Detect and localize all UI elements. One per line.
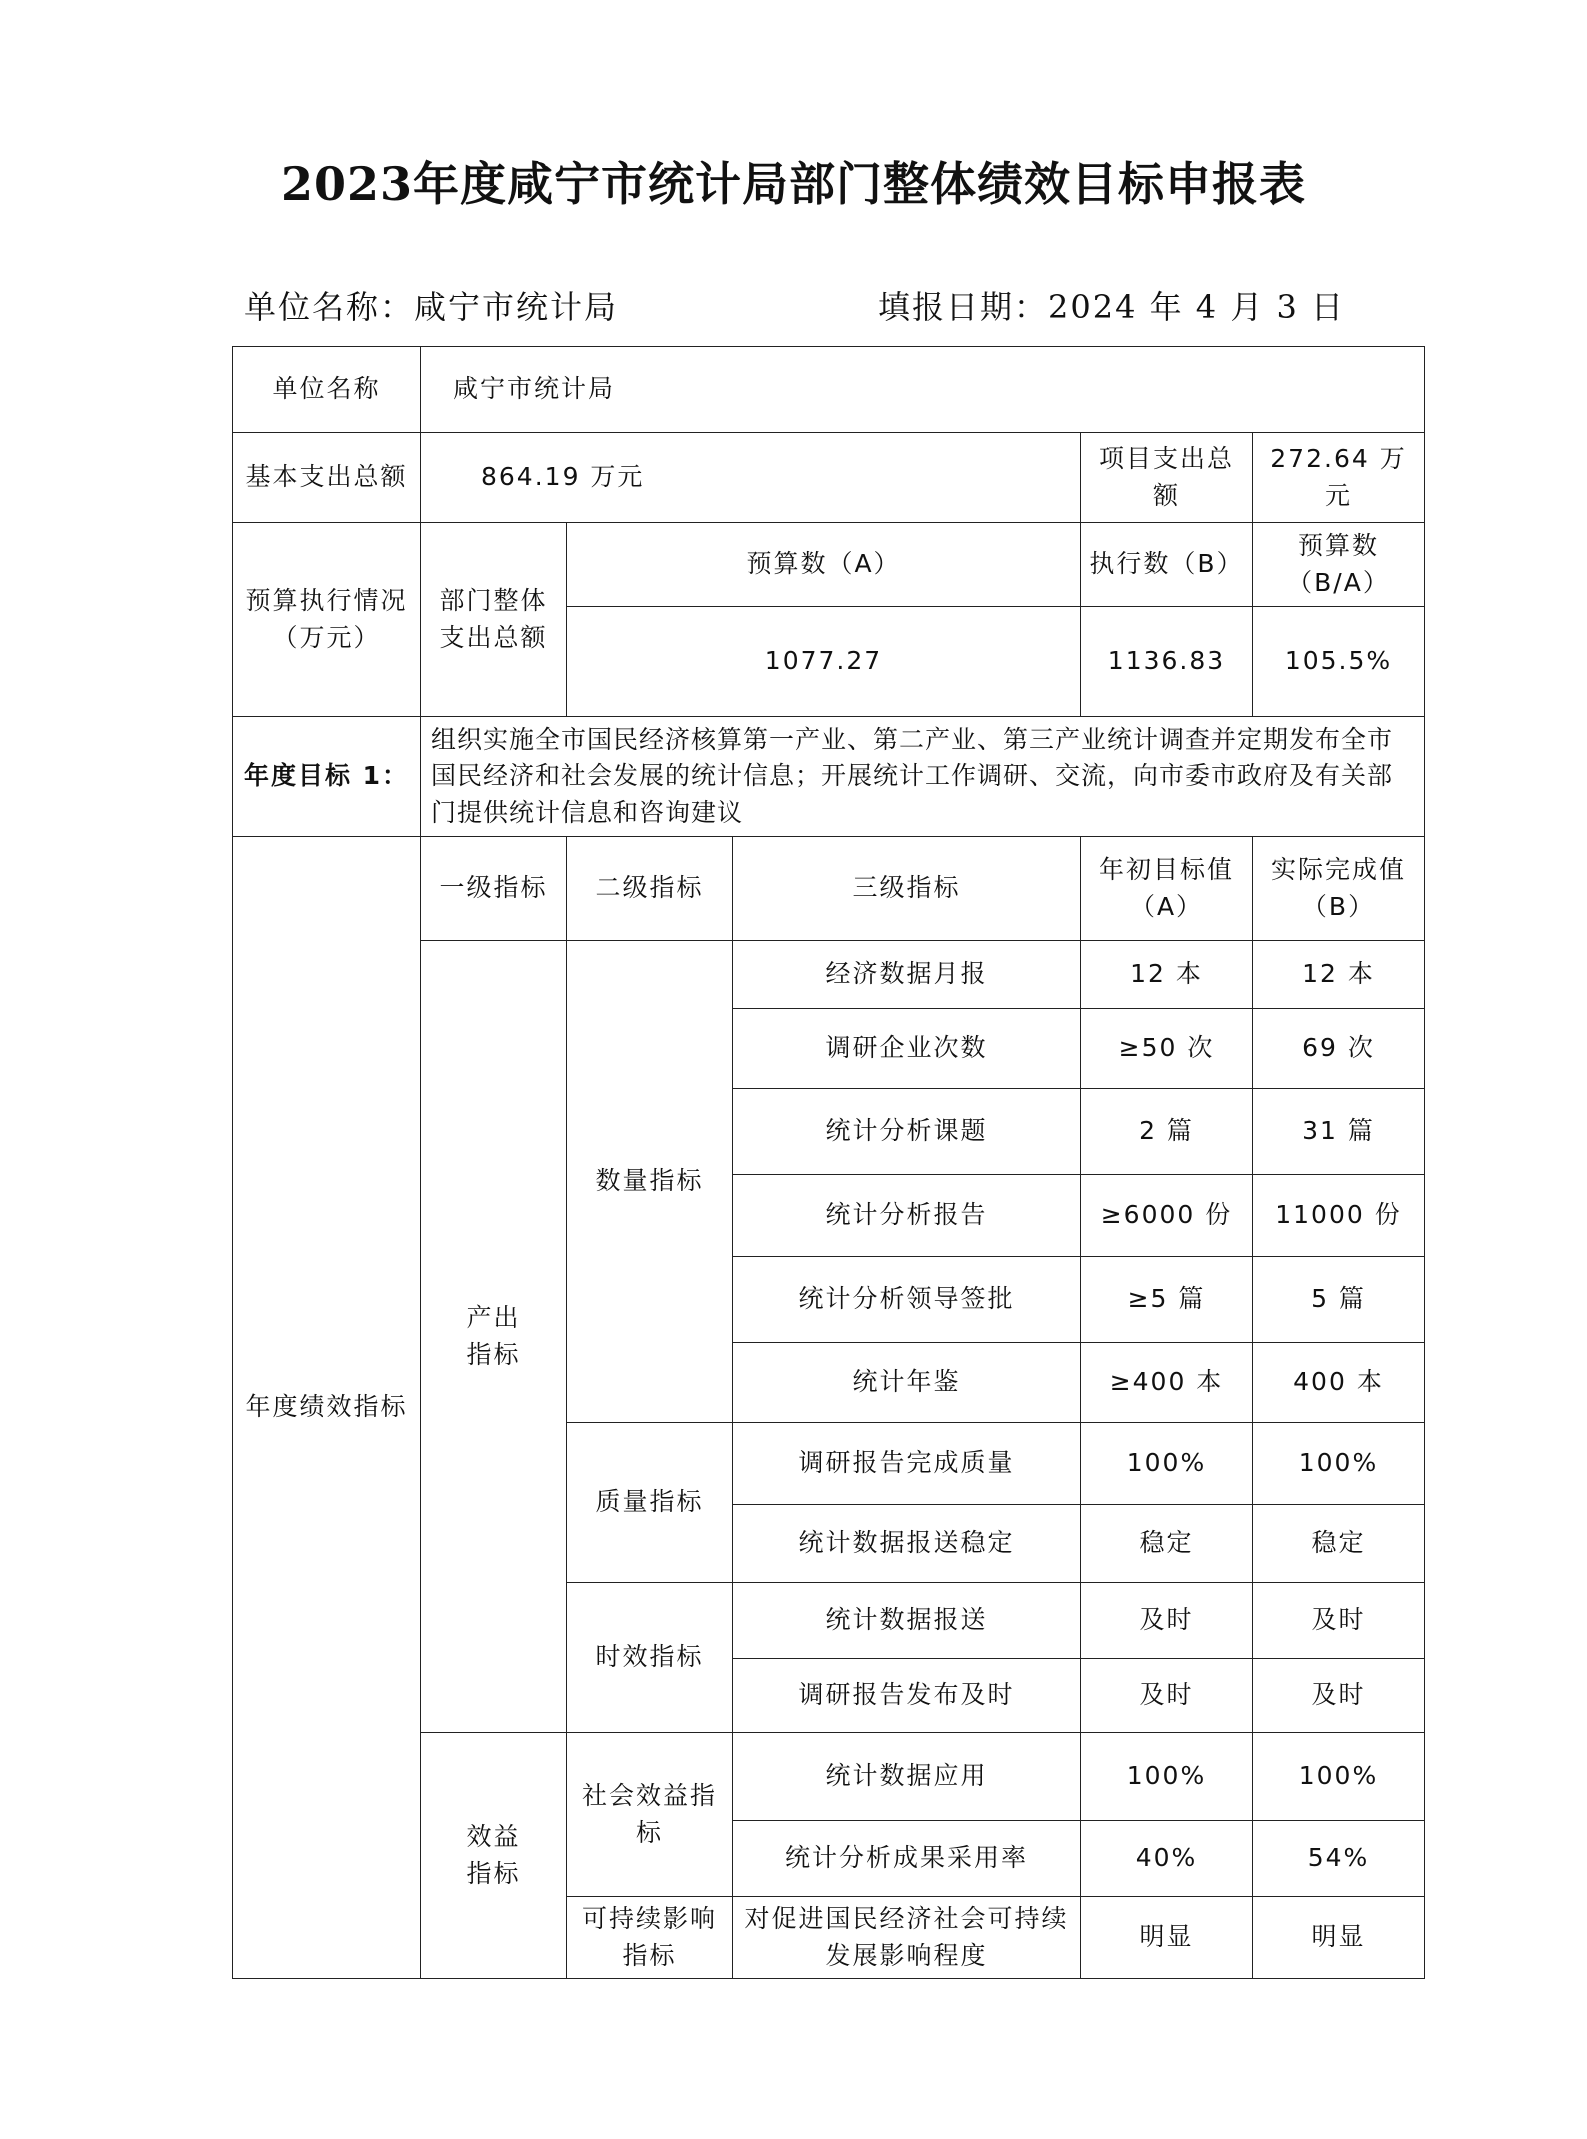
unit-name-value: 咸宁市统计局 xyxy=(414,288,619,326)
indicator-name: 调研企业次数 xyxy=(733,1009,1081,1089)
indicator-actual: 及时 xyxy=(1253,1583,1425,1659)
indicator-name: 统计分析报告 xyxy=(733,1175,1081,1257)
budget-execution-label: 预算执行情况（万元） xyxy=(233,523,421,717)
indicator-target: ≥400 本 xyxy=(1081,1343,1253,1423)
budget-total-label: 部门整体支出总额 xyxy=(421,523,567,717)
fill-date-line xyxy=(878,282,1345,328)
indicator-actual: 5 篇 xyxy=(1253,1257,1425,1343)
indicator-actual: 稳定 xyxy=(1253,1505,1425,1583)
indicator-target: 100% xyxy=(1081,1423,1253,1505)
indicator-actual: 31 篇 xyxy=(1253,1089,1425,1175)
unit-name-label: 单位名称： xyxy=(244,288,415,326)
timeliness-indicator-label: 时效指标 xyxy=(567,1583,733,1733)
indicator-actual: 100% xyxy=(1253,1733,1425,1821)
indicator-name: 统计年鉴 xyxy=(733,1343,1081,1423)
indicator-name: 统计分析成果采用率 xyxy=(733,1821,1081,1897)
quantity-indicator-label: 数量指标 xyxy=(567,941,733,1423)
performance-target-table xyxy=(232,346,1425,1979)
annual-indicators-label: 年度绩效指标 xyxy=(233,837,421,1979)
indicator-name: 调研报告完成质量 xyxy=(733,1423,1081,1505)
budget-value-ratio: 105.5% xyxy=(1253,607,1425,717)
social-benefit-label: 社会效益指标 xyxy=(567,1733,733,1897)
indicator-target: 稳定 xyxy=(1081,1505,1253,1583)
sustainable-impact-label: 可持续影响指标 xyxy=(567,1897,733,1979)
indicator-actual: 及时 xyxy=(1253,1659,1425,1733)
unit-name-line xyxy=(244,282,618,328)
fill-date-value: 2024 年 4 月 3 日 xyxy=(1048,288,1346,326)
indicator-target: 12 本 xyxy=(1081,941,1253,1009)
indicator-name: 统计数据报送 xyxy=(733,1583,1081,1659)
indicator-name: 对促进国民经济社会可持续发展影响程度 xyxy=(733,1897,1081,1979)
expense-row xyxy=(233,433,1425,523)
indicator-actual: 明显 xyxy=(1253,1897,1425,1979)
annual-goal-text: 组织实施全市国民经济核算第一产业、第二产业、第三产业统计调查并定期发布全市国民经济和社会发展的统计信息；开展统计工作调研、交流，向市委市政府及有关部门提供统计信息和咨询建议 xyxy=(421,717,1425,837)
unit-name-cell-label: 单位名称 xyxy=(233,347,421,433)
indicator-target: 40% xyxy=(1081,1821,1253,1897)
header-target: 年初目标值（A） xyxy=(1081,837,1253,941)
benefit-indicator-label: 效益指标 xyxy=(421,1733,567,1979)
unit-row xyxy=(233,347,1425,433)
budget-col-a: 预算数（A） xyxy=(567,523,1081,607)
indicator-actual: 11000 份 xyxy=(1253,1175,1425,1257)
indicator-name: 统计数据报送稳定 xyxy=(733,1505,1081,1583)
indicator-target: ≥50 次 xyxy=(1081,1009,1253,1089)
quality-indicator-label: 质量指标 xyxy=(567,1423,733,1583)
indicator-actual: 400 本 xyxy=(1253,1343,1425,1423)
indicator-name: 经济数据月报 xyxy=(733,941,1081,1009)
header-level2: 二级指标 xyxy=(567,837,733,941)
indicator-actual: 69 次 xyxy=(1253,1009,1425,1089)
header-actual: 实际完成值（B） xyxy=(1253,837,1425,941)
budget-value-a: 1077.27 xyxy=(567,607,1081,717)
indicator-name: 调研报告发布及时 xyxy=(733,1659,1081,1733)
indicator-actual: 100% xyxy=(1253,1423,1425,1505)
project-expense-value: 272.64 万元 xyxy=(1253,433,1425,523)
page-title: 2023年度咸宁市统计局部门整体绩效目标申报表 xyxy=(280,157,1307,211)
unit-name-cell-value: 咸宁市统计局 xyxy=(421,347,1425,433)
indicator-actual: 12 本 xyxy=(1253,941,1425,1009)
budget-value-b: 1136.83 xyxy=(1081,607,1253,717)
output-indicator-label: 产出指标 xyxy=(421,941,567,1733)
budget-col-b: 执行数（B） xyxy=(1081,523,1253,607)
fill-date-label: 填报日期： xyxy=(878,288,1049,326)
annual-goal-row xyxy=(233,717,1425,837)
indicator-target: 明显 xyxy=(1081,1897,1253,1979)
indicator-name: 统计数据应用 xyxy=(733,1733,1081,1821)
basic-expense-label: 基本支出总额 xyxy=(233,433,421,523)
annual-goal-label: 年度目标 1： xyxy=(233,717,421,837)
header-level3: 三级指标 xyxy=(733,837,1081,941)
indicator-target: 100% xyxy=(1081,1733,1253,1821)
indicator-target: 2 篇 xyxy=(1081,1089,1253,1175)
indicator-name: 统计分析领导签批 xyxy=(733,1257,1081,1343)
header-level1: 一级指标 xyxy=(421,837,567,941)
indicator-name: 统计分析课题 xyxy=(733,1089,1081,1175)
project-expense-label: 项目支出总额 xyxy=(1081,433,1253,523)
indicator-target: 及时 xyxy=(1081,1583,1253,1659)
basic-expense-value: 864.19 万元 xyxy=(421,433,1081,523)
budget-col-ratio: 预算数（B/A） xyxy=(1253,523,1425,607)
indicator-target: 及时 xyxy=(1081,1659,1253,1733)
budget-header-row xyxy=(233,523,1425,607)
indicator-actual: 54% xyxy=(1253,1821,1425,1897)
indicator-header-row xyxy=(233,837,1425,941)
indicator-target: ≥5 篇 xyxy=(1081,1257,1253,1343)
indicator-target: ≥6000 份 xyxy=(1081,1175,1253,1257)
